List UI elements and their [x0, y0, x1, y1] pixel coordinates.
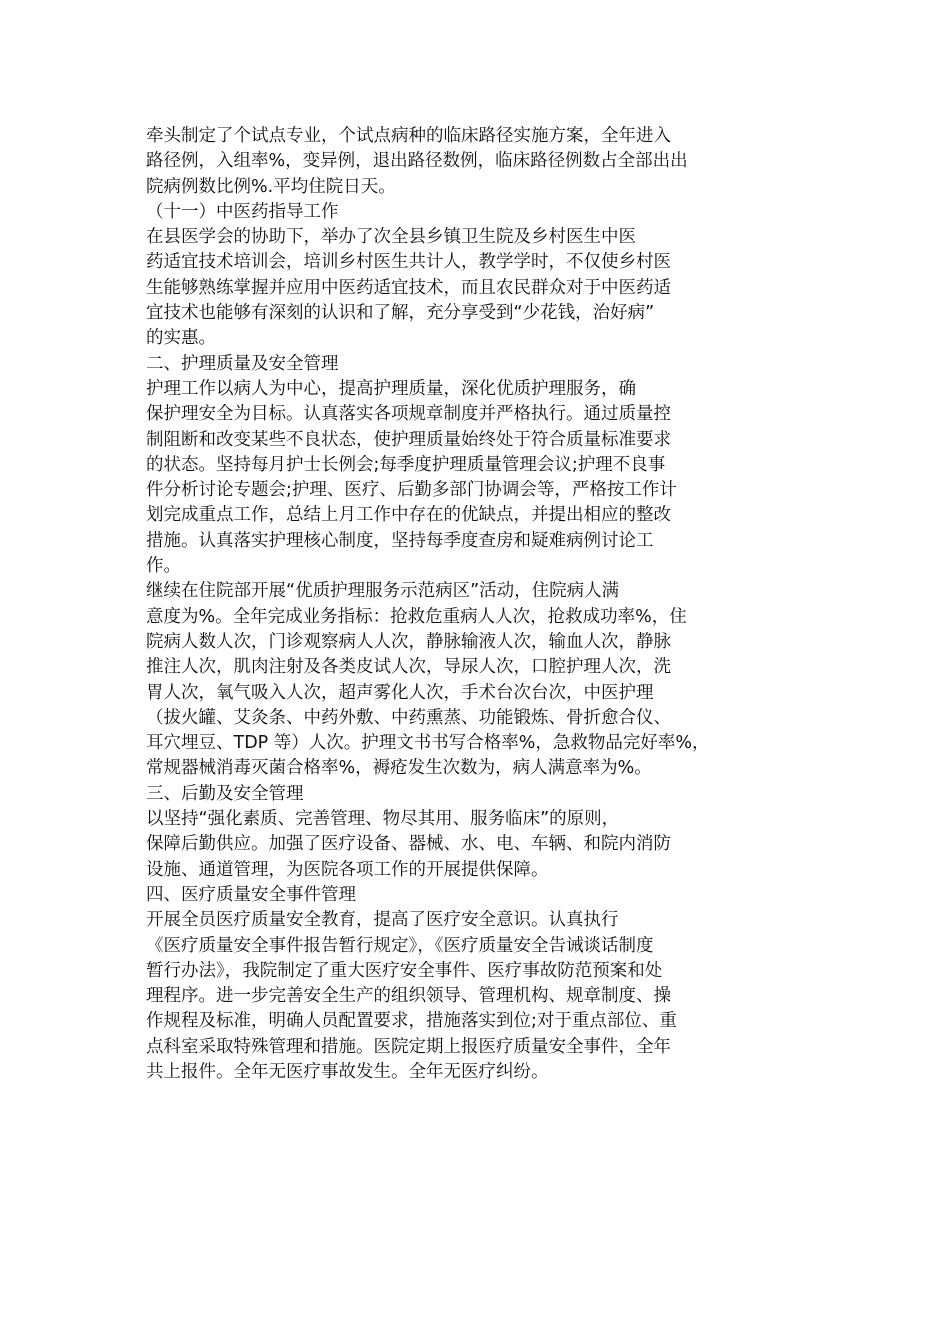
text-line: 宜技术也能够有深刻的认识和了解，充分享受到“少花钱，治好病” [146, 303, 655, 324]
text-line: 常规器械消毒灭菌合格率%，褥疮发生次数为，病人满意率为%。 [146, 758, 652, 779]
section-heading: （十一）中医药指导工作 [146, 201, 339, 222]
text-line: 设施、通道管理，为医院各项工作的开展提供保障。 [146, 859, 549, 880]
section-heading: 四、医疗质量安全事件管理 [146, 884, 356, 905]
text-line: 共上报件。全年无医疗事故发生。全年无医疗纠纷。 [146, 1061, 549, 1082]
text-line: 暂行办法》，我院制定了重大医疗安全事件、医疗事故防范预案和处 [146, 960, 663, 981]
text-line: 院病人数人次，门诊观察病人人次，静脉输液人次，输血人次，静脉 [146, 631, 671, 652]
text-line: 药适宜技术培训会，培训乡村医生共计人，教学学时，不仅使乡村医 [146, 252, 671, 273]
text-line: 在县医学会的协助下，举办了次全县乡镇卫生院及乡村医生中医 [146, 227, 636, 248]
document-body [146, 124, 746, 1085]
text-line: 保护理安全为目标。认真落实各项规章制度并严格执行。通过质量控 [146, 404, 671, 425]
text-line: 路径例，入组率%，变异例，退出路径数例，临床路径例数占全部出出 [146, 151, 688, 172]
text-line: 推注人次，肌肉注射及各类皮试人次，导尿人次，口腔护理人次，洗 [146, 657, 671, 678]
text-line: 院病例数比例%.平均住院日天。 [146, 176, 396, 197]
text-line: 的实惠。 [146, 328, 216, 349]
text-line: 的状态。坚持每月护士长例会;每季度护理质量管理会议;护理不良事 [146, 454, 666, 475]
text-line: 以坚持“强化素质、完善管理、物尽其用、服务临床”的原则， [146, 809, 620, 830]
text-line: 耳穴埋豆、TDP 等）人次。护理文书书写合格率%，急救物品完好率%， [146, 733, 710, 754]
text-line: 继续在住院部开展“优质护理服务示范病区”活动，住院病人满 [146, 581, 620, 602]
text-line: 护理工作以病人为中心，提高护理质量，深化优质护理服务，确 [146, 378, 636, 399]
text-line: 胃人次，氧气吸入人次，超声雾化人次，手术台次台次，中医护理 [146, 682, 654, 703]
text-line: 《医疗质量安全事件报告暂行规定》，《医疗质量安全告诫谈话制度 [146, 935, 654, 956]
text-line: 开展全员医疗质量安全教育，提高了医疗安全意识。认真执行 [146, 910, 619, 931]
text-line: 保障后勤供应。加强了医疗设备、器械、水、电、车辆、和院内消防 [146, 834, 671, 855]
text-line: 理程序。进一步完善安全生产的组织领导、管理机构、规章制度、操 [146, 986, 671, 1007]
text-line: 点科室采取特殊管理和措施。医院定期上报医疗质量安全事件，全年 [146, 1036, 671, 1057]
section-heading: 二、护理质量及安全管理 [146, 353, 339, 374]
text-line: 意度为%。全年完成业务指标：抢救危重病人人次，抢救成功率%，住 [146, 606, 687, 627]
text-line: （拔火罐、艾灸条、中药外敷、中药熏蒸、功能锻炼、骨折愈合仪、 [146, 707, 671, 728]
text-line: 措施。认真落实护理核心制度，坚持每季度查房和疑难病例讨论工 [146, 530, 654, 551]
text-line: 牵头制定了个试点专业，个试点病种的临床路径实施方案，全年进入 [146, 126, 671, 146]
text-line: 作规程及标准，明确人员配置要求，措施落实到位;对于重点部位、重 [146, 1011, 677, 1032]
section-heading: 三、后勤及安全管理 [146, 783, 304, 804]
text-line: 生能够熟练掌握并应用中医药适宜技术，而且农民群众对于中医药适 [146, 277, 671, 298]
text-line: 制阻断和改变某些不良状态，使护理质量始终处于符合质量标准要求 [146, 429, 671, 450]
text-line: 划完成重点工作，总结上月工作中存在的优缺点，并提出相应的整改 [146, 505, 671, 526]
text-line: 件分析讨论专题会;护理、医疗、后勤多部门协调会等，严格按工作计 [146, 480, 677, 501]
text-line: 作。 [146, 556, 181, 577]
